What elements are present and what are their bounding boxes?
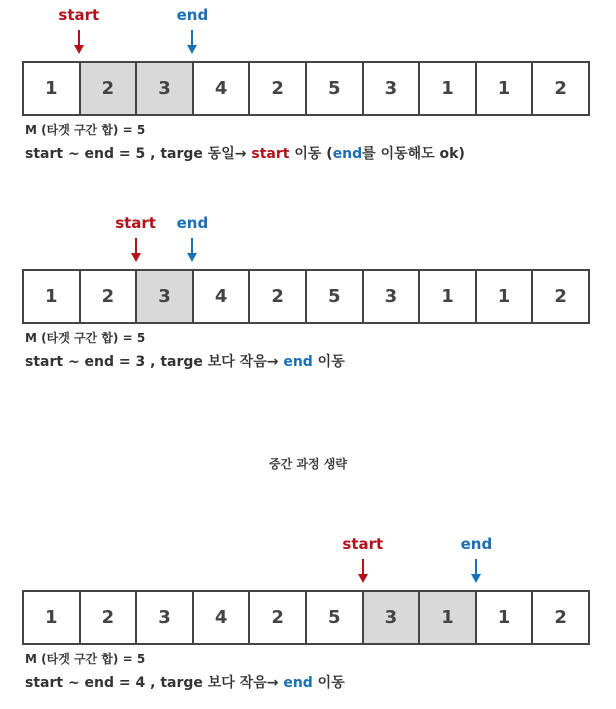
down-arrow-icon bbox=[358, 559, 368, 583]
array-cell: 1 bbox=[420, 271, 477, 322]
array-cell: 2 bbox=[533, 271, 588, 322]
array-cell: 3 bbox=[364, 592, 421, 643]
end-pointer bbox=[436, 535, 516, 583]
end-label: end bbox=[460, 535, 493, 553]
desc-start: start bbox=[251, 146, 290, 162]
desc-prefix: start ~ end = 5 , targe 동일→ bbox=[25, 146, 252, 162]
target-sum-label: M (타겟 구간 합) = 5 bbox=[25, 331, 146, 345]
start-pointer bbox=[323, 535, 403, 583]
array-cell: 1 bbox=[24, 592, 81, 643]
array-cells bbox=[22, 269, 590, 324]
down-arrow-icon bbox=[187, 30, 197, 54]
array-cell: 2 bbox=[81, 592, 138, 643]
array-cell: 2 bbox=[250, 592, 307, 643]
step-3 bbox=[0, 529, 616, 709]
array-cell: 3 bbox=[364, 271, 421, 322]
array-cell: 1 bbox=[477, 63, 534, 114]
desc-end: end bbox=[283, 354, 313, 370]
array-cell: 1 bbox=[420, 63, 477, 114]
end-label: end bbox=[176, 214, 209, 232]
desc-prefix: start ~ end = 3 , targe 보다 작음→ bbox=[25, 354, 284, 370]
desc-end: end bbox=[332, 146, 363, 162]
array-cell: 3 bbox=[137, 271, 194, 322]
array-cell: 1 bbox=[24, 271, 81, 322]
end-pointer bbox=[152, 214, 232, 262]
desc-suffix: 를 이동해도 ok) bbox=[362, 146, 465, 162]
desc-suffix: 이동 bbox=[312, 354, 345, 370]
array-cell: 2 bbox=[533, 592, 588, 643]
array-cell: 5 bbox=[307, 63, 364, 114]
array-cell: 1 bbox=[477, 592, 534, 643]
start-pointer bbox=[39, 6, 119, 54]
start-label: start bbox=[115, 214, 156, 232]
down-arrow-icon bbox=[471, 559, 481, 583]
end-pointer bbox=[152, 6, 232, 54]
down-arrow-icon bbox=[187, 238, 197, 262]
target-sum-label: M (타겟 구간 합) = 5 bbox=[25, 123, 146, 137]
down-arrow-icon bbox=[131, 238, 141, 262]
array-cell: 5 bbox=[307, 592, 364, 643]
array-cell: 4 bbox=[194, 271, 251, 322]
array-cell: 3 bbox=[364, 63, 421, 114]
array-cell: 4 bbox=[194, 63, 251, 114]
step-description bbox=[25, 143, 465, 163]
array-cell: 1 bbox=[477, 271, 534, 322]
end-label: end bbox=[176, 6, 209, 24]
desc-prefix: start ~ end = 4 , targe 보다 작음→ bbox=[25, 675, 284, 691]
array-cells bbox=[22, 61, 590, 116]
desc-end: end bbox=[283, 675, 313, 691]
array-cell: 3 bbox=[137, 63, 194, 114]
array-cell: 2 bbox=[533, 63, 588, 114]
array-cell: 3 bbox=[137, 592, 194, 643]
array-cells bbox=[22, 590, 590, 645]
array-cell: 1 bbox=[420, 592, 477, 643]
array-cell: 2 bbox=[250, 63, 307, 114]
start-label: start bbox=[58, 6, 100, 24]
step-description bbox=[25, 672, 345, 692]
array-cell: 1 bbox=[24, 63, 81, 114]
desc-suffix: 이동 bbox=[312, 675, 345, 691]
step-description bbox=[25, 351, 345, 371]
step-1 bbox=[0, 0, 616, 180]
array-cell: 2 bbox=[81, 271, 138, 322]
array-cell: 5 bbox=[307, 271, 364, 322]
down-arrow-icon bbox=[74, 30, 84, 54]
array-cell: 4 bbox=[194, 592, 251, 643]
start-label: start bbox=[342, 535, 384, 553]
array-cell: 2 bbox=[81, 63, 138, 114]
array-cell: 2 bbox=[250, 271, 307, 322]
skipped-steps-note: 중간 과정 생략 bbox=[269, 457, 347, 471]
step-2 bbox=[0, 208, 616, 388]
target-sum-label: M (타겟 구간 합) = 5 bbox=[25, 652, 146, 666]
desc-mid: 이동 ( bbox=[289, 146, 333, 162]
